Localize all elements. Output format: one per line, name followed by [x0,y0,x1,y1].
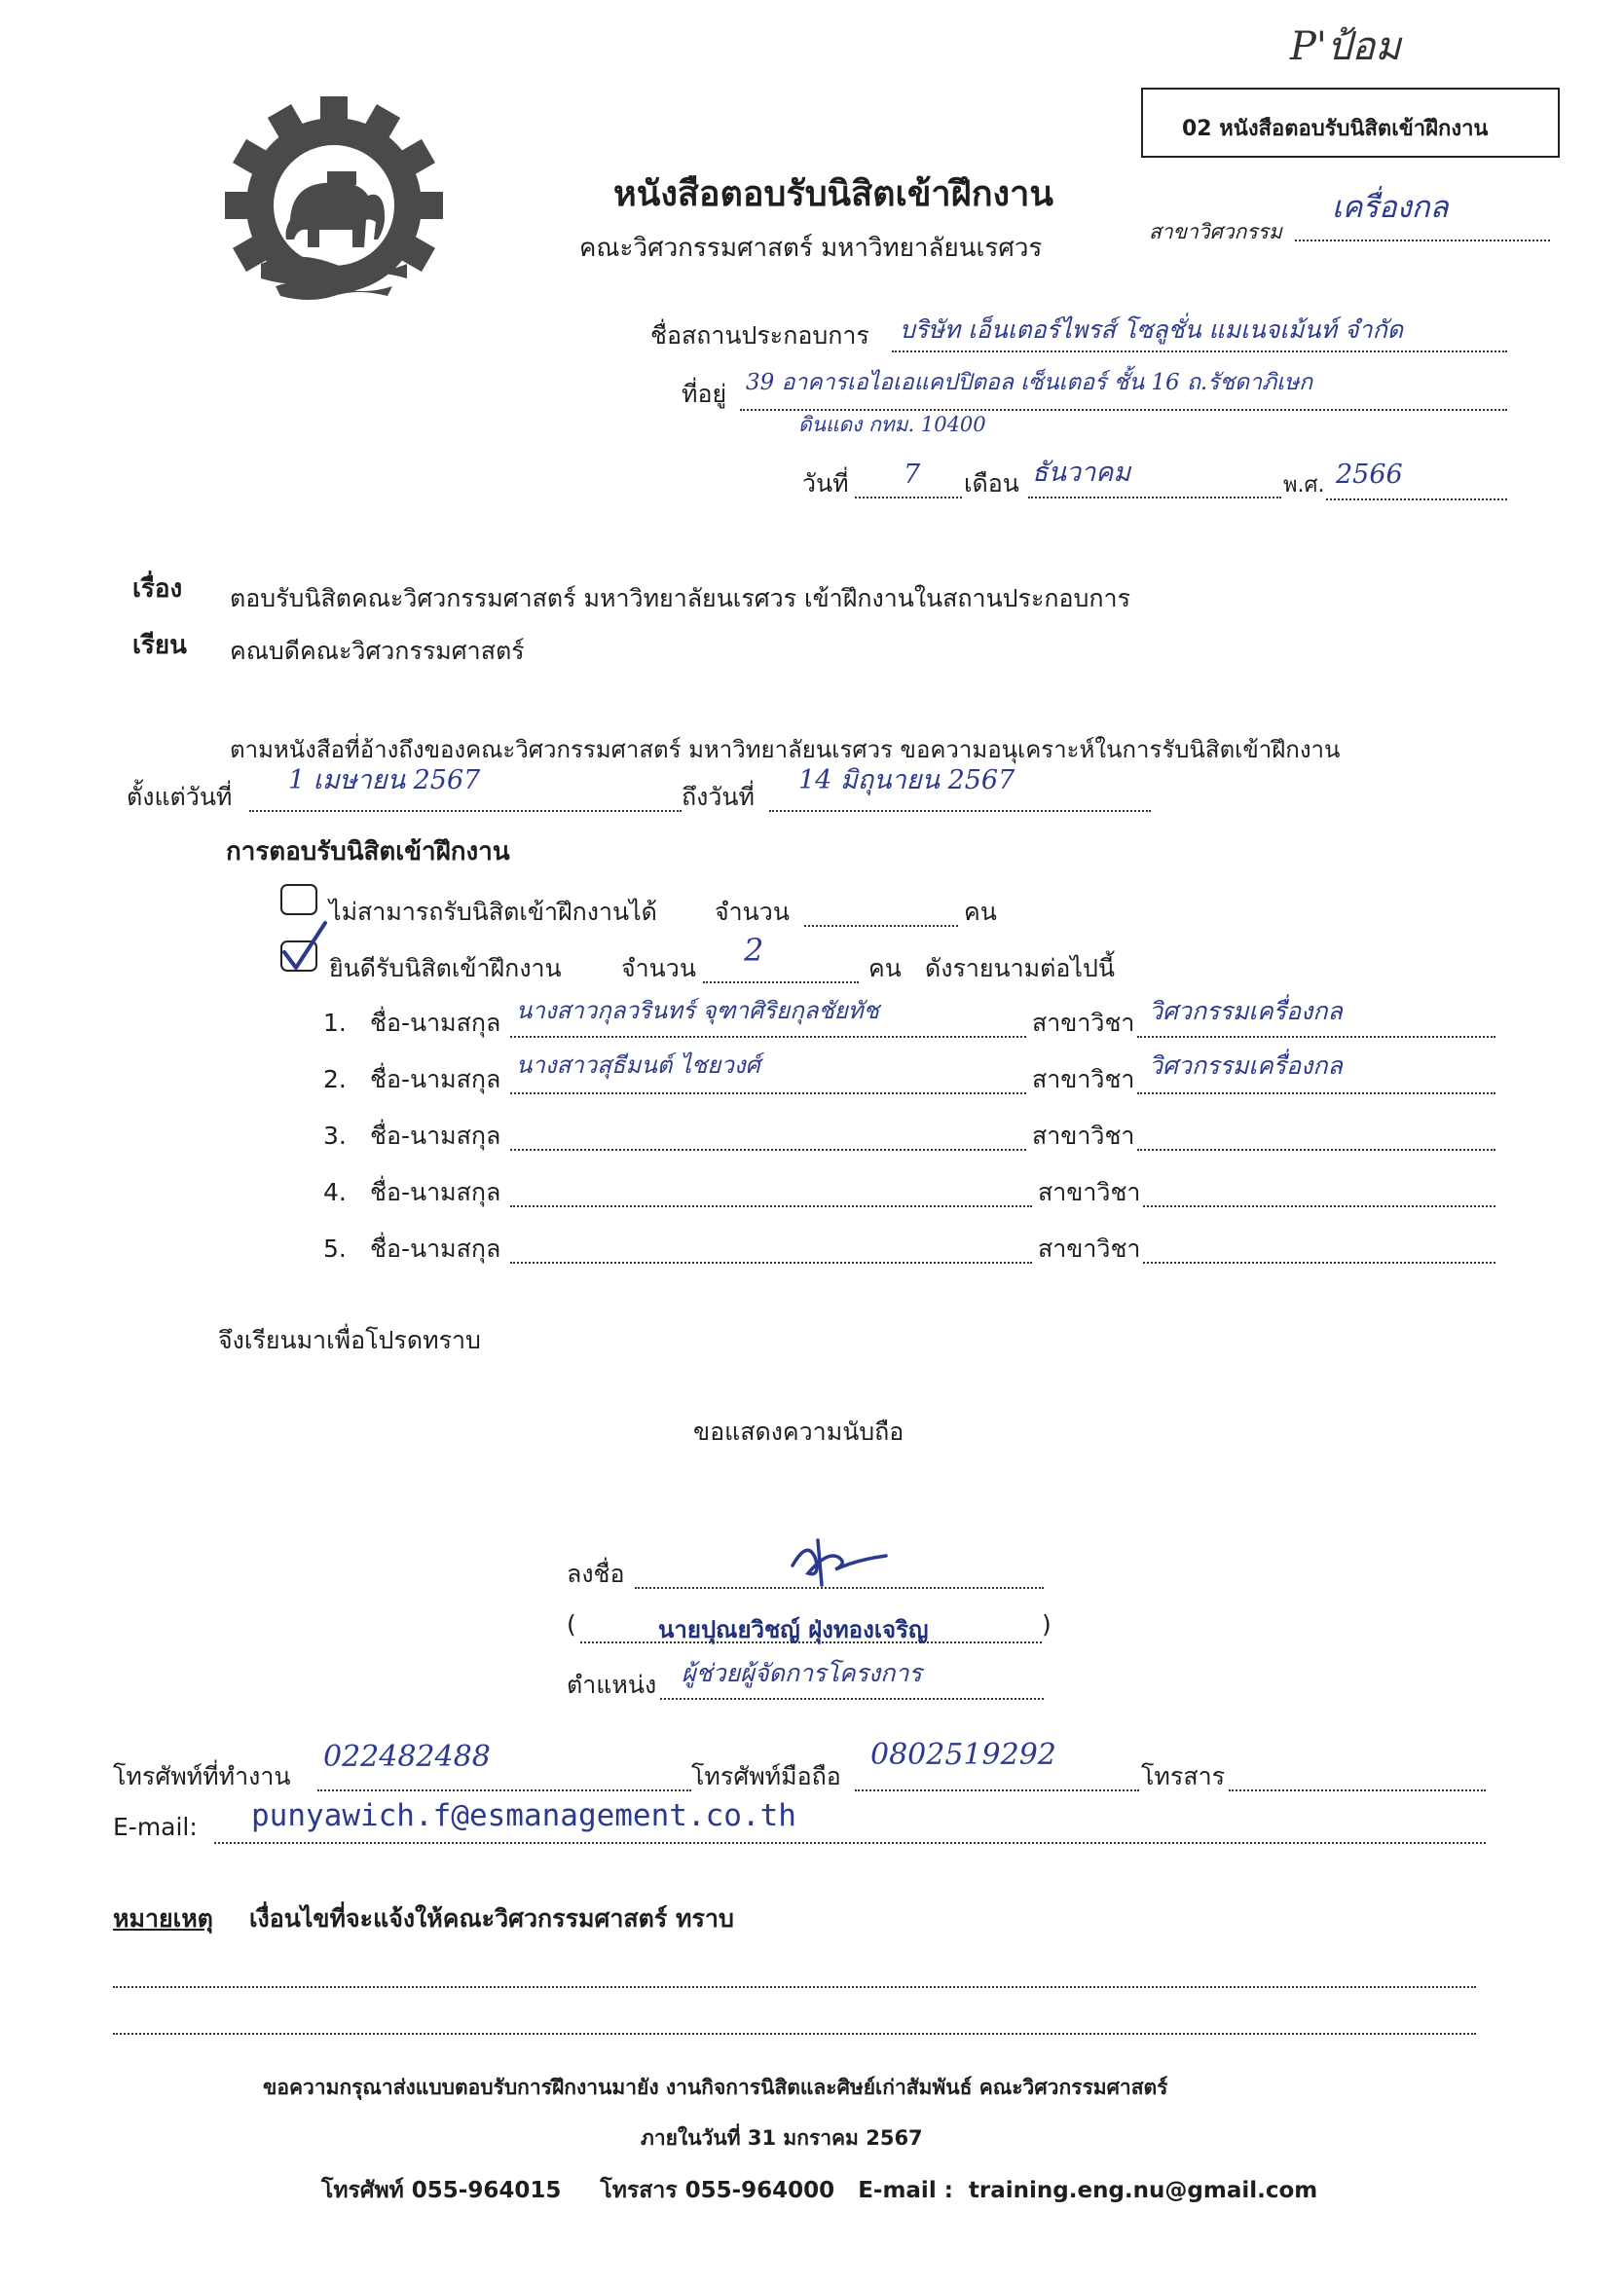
handwritten-signature [779,1530,896,1589]
corner-note: P'ป้อม [1290,24,1401,69]
accept-count-dots [703,981,859,983]
period-to-dots [769,810,1151,812]
footer-line-2: ภายในวันที่ 31 มกราคม 2567 [641,2126,923,2150]
student-branch-dots [1143,1262,1495,1264]
fax-label: โทรสาร [1141,1762,1226,1790]
form-code-label: 02 หนังสือตอบรับนิสิตเข้าฝึกงาน [1182,117,1489,141]
regards-text: ขอแสดงความนับถือ [693,1418,904,1446]
mobile-dots [855,1789,1139,1791]
accept-label: ยินดีรับนิสิตเข้าฝึกงาน [329,954,562,982]
acceptance-heading: การตอบรับนิสิตเข้าฝึกงาน [226,837,510,866]
address-line-1: 39 อาคารเอไอเอแคปปิตอล เซ็นเตอร์ ชั้น 16 ถ.รัชดาภิเษก [746,370,1313,395]
student-name-dots [510,1262,1032,1264]
signer-close-paren: ) [1042,1610,1052,1639]
accept-count-label: จำนวน [621,954,696,982]
signer-open-paren: ( [567,1610,576,1639]
date-year-value: 2566 [1336,460,1403,490]
mobile-value: 0802519292 [870,1738,1056,1772]
accept-checkbox[interactable] [280,940,317,972]
date-year-label: พ.ศ. [1283,473,1325,498]
remark-text: เงื่อนไขที่จะแจ้งให้คณะวิศวกรรมศาสตร์ ทราบ [249,1904,734,1933]
remark-label: หมายเหตุ [113,1904,213,1933]
company-name-value: บริษัท เอ็นเตอร์ไพรส์ โซลูชั่น แมเนจเม้นท์ จำกัด [900,315,1403,344]
student-name-label: ชื่อ-นามสกุล [370,1235,501,1263]
reject-label: ไม่สามารถรับนิสิตเข้าฝึกงานได้ [329,898,657,926]
subject-label: เรื่อง [132,574,183,604]
reject-count-label: จำนวน [715,898,790,926]
subject-text: ตอบรับนิสิตคณะวิศวกรรมศาสตร์ มหาวิทยาลัยนเรศวร เข้าฝึกงานในสถานประกอบการ [230,584,1131,612]
email-value: punyawich.f@esmanagement.co.th [251,1798,796,1833]
student-name-label: ชื่อ-นามสกุล [370,1065,501,1093]
email-label: E-mail: [113,1813,198,1841]
branch-value: เครื่องกล [1332,190,1449,225]
email-dots [214,1842,1486,1844]
mobile-label: โทรศัพท์มือถือ [691,1762,841,1790]
address-label: ที่อยู่ [682,380,727,408]
student-branch-label: สาขาวิชา [1038,1178,1141,1206]
reject-count-dots [804,925,958,927]
period-from-label: ตั้งแต่วันที่ [127,783,233,811]
student-name: นางสาวกุลวรินทร์ จุฑาศิริยกุลชัยทัช [516,997,879,1024]
student-name-label: ชื่อ-นามสกุล [370,1009,501,1037]
student-name-dots [510,1036,1026,1038]
branch-label: สาขาวิศวกรรม [1149,220,1282,243]
page-title: หนังสือตอบรับนิสิตเข้าฝึกงาน [613,174,1053,214]
period-from-dots [249,810,682,812]
office-phone-dots [317,1789,691,1791]
student-no: 1. [323,1009,347,1037]
company-name-dots [892,350,1507,352]
date-year-dots [1326,498,1507,500]
student-branch-label: สาขาวิชา [1038,1235,1141,1263]
to-label: เรียน [132,631,187,660]
student-branch-dots [1137,1092,1495,1094]
date-day-dots [855,497,962,498]
student-name-dots [510,1205,1032,1207]
student-name-dots [510,1092,1026,1094]
period-from-value: 1 เมษายน 2567 [288,765,481,795]
form-code-box [1141,88,1560,158]
date-month-label: เดือน [964,469,1019,498]
period-to-value: 14 มิถุนายน 2567 [798,765,1015,795]
student-branch-dots [1137,1149,1495,1151]
reject-unit: คน [964,898,997,926]
check-mark-icon [278,917,337,976]
remark-dots-1 [113,1986,1476,1988]
remark-dots-2 [113,2033,1476,2035]
student-branch-label: สาขาวิชา [1032,1009,1135,1037]
page-subtitle: คณะวิศวกรรมศาสตร์ มหาวิทยาลัยนเรศวร [579,234,1043,263]
date-day-value: 7 [904,460,921,490]
date-month-value: ธันวาคม [1032,458,1131,488]
accept-count-value: 2 [744,932,764,969]
branch-dots [1295,240,1550,241]
position-dots [660,1698,1044,1700]
student-branch-dots [1137,1036,1495,1038]
address-line-2: ดินแดง กทม. 10400 [798,413,986,436]
accept-unit: คน [868,954,902,982]
footer-line-3: โทรศัพท์ 055-964015 โทรสาร 055-964000 E-mail : training.eng.nu@gmail.com [321,2178,1318,2203]
student-branch: วิศวกรรมเครื่องกล [1149,1051,1343,1080]
student-no: 3. [323,1122,347,1150]
reject-checkbox[interactable] [280,884,317,915]
student-name-label: ชื่อ-นามสกุล [370,1178,501,1206]
position-value: ผู้ช่วยผู้จัดการโครงการ [682,1659,922,1687]
office-phone-value: 022482488 [323,1740,491,1774]
sign-label: ลงชื่อ [567,1560,625,1588]
position-label: ตำแหน่ง [567,1671,657,1699]
office-phone-label: โทรศัพท์ที่ทำงาน [113,1762,291,1790]
footer-line-1: ขอความกรุณาส่งแบบตอบรับการฝึกงานมายัง งานกิจการนิสิตและศิษย์เก่าสัมพันธ์ คณะวิศวกรรมศาสตร์ [263,2076,1168,2099]
student-branch-label: สาขาวิชา [1032,1122,1135,1150]
company-name-label: ชื่อสถานประกอบการ [650,321,869,350]
address-dots-1 [740,409,1507,411]
student-no: 2. [323,1065,347,1093]
period-to-label: ถึงวันที่ [682,783,755,811]
closing-text: จึงเรียนมาเพื่อโปรดทราบ [218,1326,481,1354]
accept-suffix: ดังรายนามต่อไปนี้ [925,954,1115,982]
faculty-logo [222,93,446,317]
date-day-label: วันที่ [802,469,849,498]
fax-dots [1229,1789,1486,1791]
student-name-dots [510,1149,1026,1151]
body-paragraph: ตามหนังสือที่อ้างถึงของคณะวิศวกรรมศาสตร์ มหาวิทยาลัยนเรศวร ขอความอนุเคราะห์ในการรับนิสิตเข้าฝึกงาน [230,736,1341,763]
student-no: 4. [323,1178,347,1206]
date-month-dots [1028,497,1281,498]
student-name-label: ชื่อ-นามสกุล [370,1122,501,1150]
student-branch-dots [1143,1205,1495,1207]
student-name: นางสาวสุธีมนต์ ไชยวงศ์ [516,1051,760,1079]
student-no: 5. [323,1235,347,1263]
student-branch: วิศวกรรมเครื่องกล [1149,997,1343,1025]
signer-name: นายปุณยวิชญ์ ฝุ่งทองเจริญ [658,1616,929,1643]
student-branch-label: สาขาวิชา [1032,1065,1135,1093]
to-text: คณบดีคณะวิศวกรรมศาสตร์ [230,637,525,665]
